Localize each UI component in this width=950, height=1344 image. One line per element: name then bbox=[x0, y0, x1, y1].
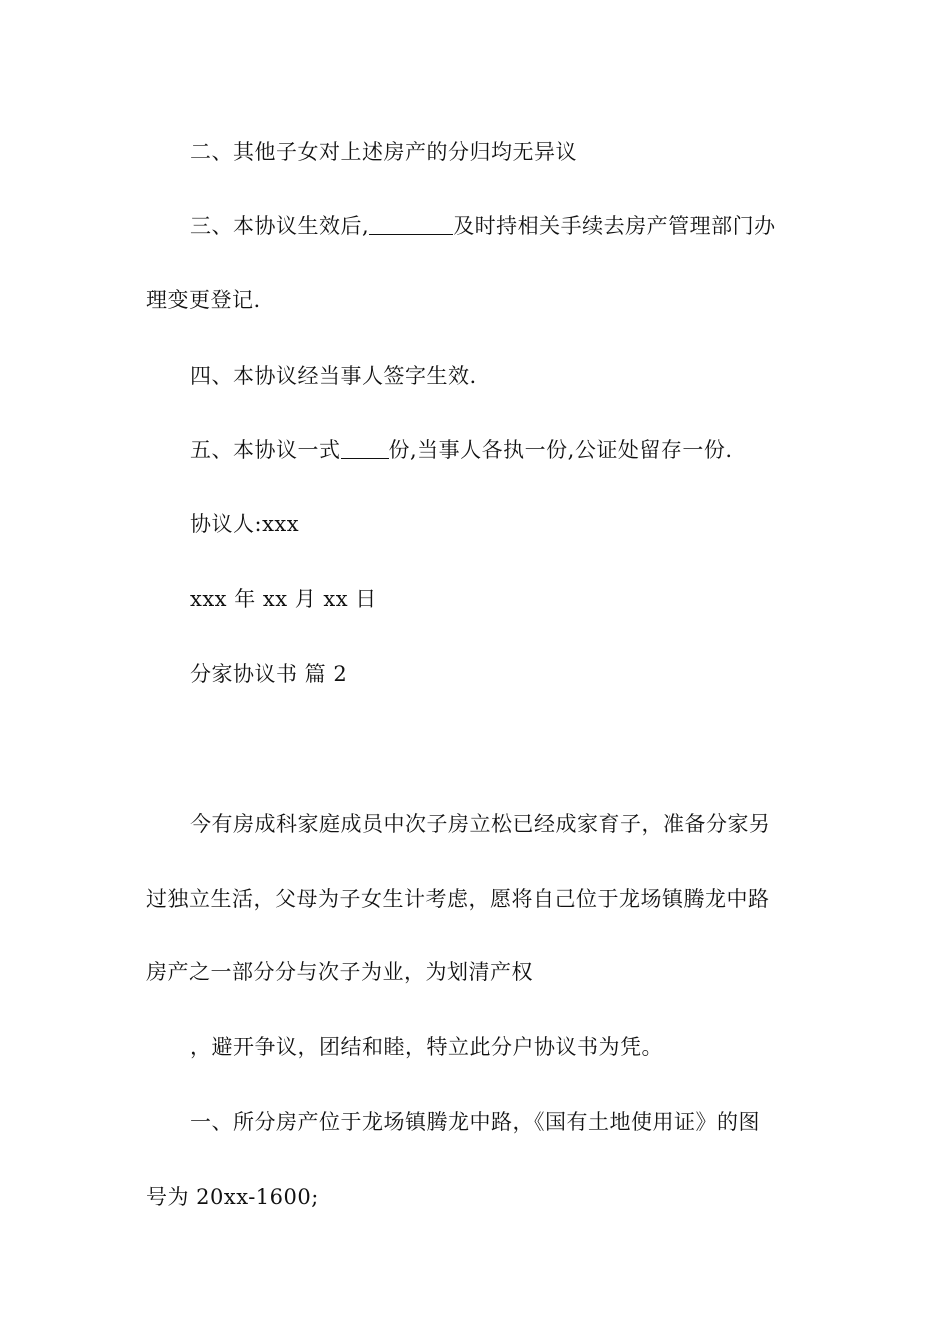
clause-five-text-b: 份,当事人各执一份,公证处留存一份. bbox=[388, 438, 733, 462]
clause-three-continued-text: 理变更登记. bbox=[146, 288, 261, 312]
paragraph-line-text: 过独立生活，父母为子女生计考虑，愿将自己位于龙场镇腾龙中路 bbox=[146, 887, 770, 911]
section-heading bbox=[190, 660, 347, 688]
clause-one bbox=[190, 1108, 760, 1136]
clause-three-text-b: 及时持相关手续去房产管理部门办 bbox=[453, 214, 776, 238]
paragraph-line bbox=[190, 810, 771, 838]
clause-two bbox=[190, 138, 577, 166]
clause-one-text: 一、所分房产位于龙场镇腾龙中路，《国有土地使用证》的图 bbox=[190, 1110, 760, 1134]
clause-three bbox=[190, 212, 776, 240]
signatory-text: 协议人:xxx bbox=[190, 512, 300, 536]
clause-four-text: 四、本协议经当事人签字生效. bbox=[190, 364, 477, 388]
fill-in-blank bbox=[369, 214, 453, 235]
clause-one-continued bbox=[146, 1183, 319, 1211]
clause-five bbox=[190, 436, 733, 464]
clause-three-text-a: 三、本协议生效后, bbox=[190, 214, 370, 238]
fill-in-blank bbox=[341, 438, 389, 459]
clause-three-continued bbox=[146, 286, 261, 314]
paragraph-line bbox=[190, 1033, 663, 1061]
paragraph-line-text: 今有房成科家庭成员中次子房立松已经成家育子，准备分家另 bbox=[190, 812, 771, 836]
clause-four bbox=[190, 362, 477, 390]
paragraph-line-text: ，避开争议，团结和睦，特立此分户协议书为凭。 bbox=[190, 1035, 663, 1059]
clause-one-continued-text: 号为 20xx-1600; bbox=[146, 1185, 319, 1209]
date-line bbox=[190, 585, 377, 613]
section-heading-text: 分家协议书 篇 2 bbox=[190, 662, 348, 686]
paragraph-line bbox=[146, 885, 770, 913]
paragraph-line-text: 房产之一部分分与次子为业，为划清产权 bbox=[146, 960, 533, 984]
signatory bbox=[190, 510, 299, 538]
clause-two-text: 二、其他子女对上述房产的分归均无异议 bbox=[190, 140, 577, 164]
clause-five-text-a: 五、本协议一式 bbox=[190, 438, 341, 462]
paragraph-line bbox=[146, 958, 533, 986]
date-text: xxx 年 xx 月 xx 日 bbox=[190, 587, 377, 611]
